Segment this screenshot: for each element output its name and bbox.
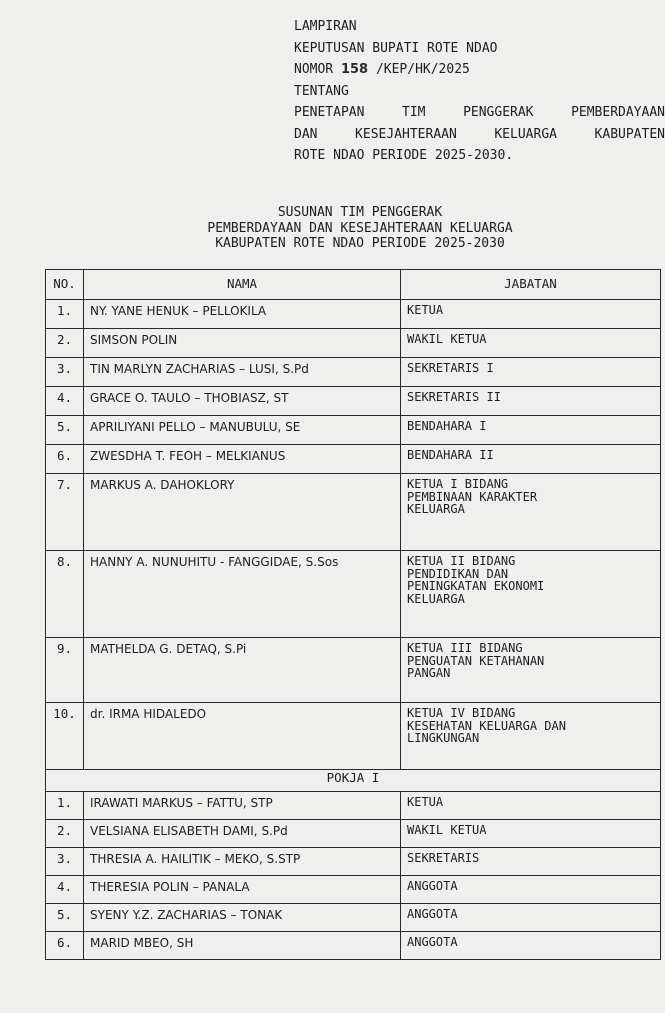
member-position	[401, 387, 661, 416]
subject-word: PENETAPAN	[294, 105, 365, 120]
subject-word: TIM	[402, 105, 426, 120]
row-number: 1.	[46, 300, 84, 329]
member-position	[401, 792, 661, 820]
table-row	[46, 820, 661, 848]
lampiran-header	[294, 16, 665, 167]
title-line-2: PEMBERDAYAAN DAN KESEJAHTERAAN KELUARGA	[207, 220, 513, 236]
position-line: KETUA I BIDANG	[407, 477, 509, 491]
table-row	[46, 703, 661, 770]
member-position	[401, 300, 661, 329]
pokja-table-body	[46, 792, 661, 960]
member-position	[401, 551, 661, 638]
member-name: APRILIYANI PELLO – MANUBULU, SE	[84, 416, 401, 445]
nomor-handwritten: 158	[340, 62, 369, 77]
row-number: 5.	[46, 416, 84, 445]
table-row	[46, 792, 661, 820]
position-line: KETUA II BIDANG	[407, 554, 516, 568]
table-row	[46, 329, 661, 358]
member-name: VELSIANA ELISABETH DAMI, S.Pd	[84, 820, 401, 848]
position-line: BENDAHARA I	[407, 419, 487, 433]
member-position	[401, 932, 661, 960]
member-position	[401, 358, 661, 387]
pokja-title: POKJA I	[46, 770, 661, 792]
member-position	[401, 445, 661, 474]
member-name: MARKUS A. DAHOKLORY	[84, 474, 401, 551]
member-name: SYENY Y.Z. ZACHARIAS – TONAK	[84, 904, 401, 932]
subject-word: KABUPATEN	[594, 126, 665, 142]
table-row	[46, 932, 661, 960]
member-position	[401, 820, 661, 848]
position-line: ANGGOTA	[407, 907, 458, 921]
position-line: PENGUATAN KETAHANAN	[407, 653, 545, 668]
position-line: KESEHATAN KELUARGA DAN	[407, 718, 566, 733]
nomor-suffix: /KEP/HK/2025	[375, 62, 470, 77]
position-line: SEKRETARIS II	[407, 390, 501, 404]
position-line: LINGKUNGAN	[407, 731, 480, 745]
member-name: NY. YANE HENUK – PELLOKILA	[84, 300, 401, 329]
member-position	[401, 703, 661, 770]
table-row	[46, 876, 661, 904]
position-line: WAKIL KETUA	[407, 332, 487, 346]
row-number: 6.	[46, 445, 84, 474]
table-row	[46, 358, 661, 387]
position-line: SEKRETARIS I	[407, 361, 494, 375]
nomor-prefix: NOMOR	[294, 62, 334, 77]
position-line: PEMBINAAN KARAKTER	[407, 489, 538, 504]
member-position	[401, 904, 661, 932]
row-number: 3.	[46, 358, 84, 387]
subject-line-2	[294, 124, 665, 146]
member-name: MARID MBEO, SH	[84, 932, 401, 960]
subject-word: PEMBERDAYAAN	[571, 105, 665, 120]
position-line: PANGAN	[407, 666, 451, 680]
row-number: 2.	[46, 329, 84, 358]
subject-word: KESEJAHTERAAN	[355, 126, 457, 142]
position-line: PENDIDIKAN DAN	[407, 566, 509, 581]
row-number: 4.	[46, 876, 84, 904]
document-title	[150, 205, 570, 252]
row-number: 7.	[46, 474, 84, 551]
column-header-nama: NAMA	[84, 270, 401, 300]
lampiran-label: LAMPIRAN	[294, 19, 357, 34]
position-line: BENDAHARA II	[407, 448, 494, 462]
table-row	[46, 387, 661, 416]
member-name: THERESIA POLIN – PANALA	[84, 876, 401, 904]
subject-word: PENGGERAK	[463, 105, 534, 120]
member-position	[401, 876, 661, 904]
member-name: TIN MARLYN ZACHARIAS – LUSI, S.Pd	[84, 358, 401, 387]
position-line: KETUA III BIDANG	[407, 641, 523, 655]
position-line: PENINGKATAN EKONOMI	[407, 579, 545, 593]
member-name: HANNY A. NUNUHITU - FANGGIDAE, S.Sos	[84, 551, 401, 638]
member-name: SIMSON POLIN	[84, 329, 401, 358]
table-row	[46, 474, 661, 551]
table-row	[46, 638, 661, 703]
position-line: ANGGOTA	[407, 935, 458, 949]
row-number: 8.	[46, 551, 84, 638]
member-name: ZWESDHA T. FEOH – MELKIANUS	[84, 445, 401, 474]
nomor-line	[294, 59, 665, 81]
position-line: KETUA	[407, 795, 444, 809]
row-number: 1.	[46, 792, 84, 820]
member-position	[401, 329, 661, 358]
row-number: 6.	[46, 932, 84, 960]
member-name: dr. IRMA HIDALEDO	[84, 703, 401, 770]
subject-line-3: ROTE NDAO PERIODE 2025-2030.	[294, 148, 514, 163]
members-table	[45, 269, 661, 960]
table-row	[46, 300, 661, 329]
row-number: 4.	[46, 387, 84, 416]
position-line: WAKIL KETUA	[407, 823, 487, 837]
member-name: THRESIA A. HAILITIK – MEKO, S.STP	[84, 848, 401, 876]
member-name: IRAWATI MARKUS – FATTU, STP	[84, 792, 401, 820]
title-line-3: KABUPATEN ROTE NDAO PERIODE 2025-2030	[215, 236, 505, 251]
pokja-title-row	[46, 770, 661, 792]
title-line-1: SUSUNAN TIM PENGGERAK	[277, 205, 443, 220]
row-number: 3.	[46, 848, 84, 876]
member-name: GRACE O. TAULO – THOBIASZ, ST	[84, 387, 401, 416]
subject-line-1	[294, 102, 665, 124]
position-line: KELUARGA	[407, 502, 465, 516]
member-position	[401, 848, 661, 876]
tentang-label: TENTANG	[294, 83, 349, 99]
table-row	[46, 848, 661, 876]
position-line: ANGGOTA	[407, 879, 458, 893]
member-name: MATHELDA G. DETAQ, S.Pi	[84, 638, 401, 703]
row-number: 2.	[46, 820, 84, 848]
position-line: KETUA	[407, 303, 444, 317]
subject-word: KELUARGA	[494, 126, 557, 142]
row-number: 10.	[46, 703, 84, 770]
members-table-body	[46, 300, 661, 770]
table-row	[46, 551, 661, 638]
position-line: KETUA IV BIDANG	[407, 706, 516, 720]
table-row	[46, 445, 661, 474]
member-position	[401, 638, 661, 703]
member-position	[401, 416, 661, 445]
keputusan-line: KEPUTUSAN BUPATI ROTE NDAO	[294, 40, 498, 56]
position-line: KELUARGA	[407, 591, 465, 606]
column-header-no: NO.	[46, 270, 84, 300]
pokja-section	[46, 770, 661, 792]
position-line: SEKRETARIS	[407, 851, 480, 865]
member-position	[401, 474, 661, 551]
table-header-row	[46, 270, 661, 300]
table-row	[46, 904, 661, 932]
table-row	[46, 416, 661, 445]
row-number: 9.	[46, 638, 84, 703]
row-number: 5.	[46, 904, 84, 932]
subject-word: DAN	[294, 126, 318, 142]
column-header-jabatan: JABATAN	[401, 270, 661, 300]
